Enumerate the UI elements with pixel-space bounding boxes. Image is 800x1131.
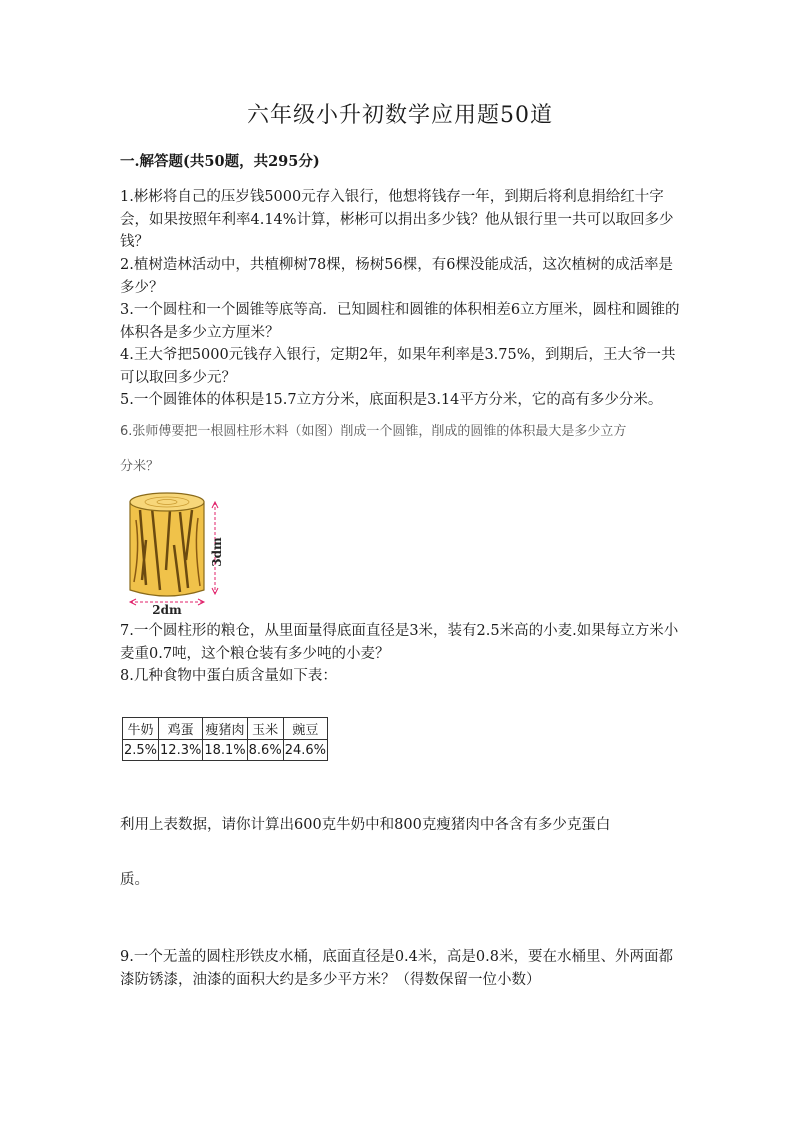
table-row <box>123 740 328 761</box>
question-6-line2: 分米？ <box>120 459 160 474</box>
table-cell: 8.6% <box>247 740 283 761</box>
table-header-cell: 玉米 <box>247 718 283 740</box>
table-cell: 12.3% <box>159 740 203 761</box>
table-header-row <box>123 718 328 740</box>
table-cell: 2.5% <box>123 740 159 761</box>
table-header-cell: 鸡蛋 <box>159 718 203 740</box>
table-header-cell: 瘦猪肉 <box>203 718 247 740</box>
question-3: 3.一个圆柱和一个圆锥等底等高．已知圆柱和圆锥的体积相差6立方厘米，圆柱和圆锥的体积各是多少立方厘米？ <box>120 302 680 341</box>
question-6-line1: 6.张师傅要把一根圆柱形木料（如图）削成一个圆锥，削成的圆锥的体积最大是多少立方 <box>120 424 627 439</box>
section-heading: 一.解答题(共50题，共295分) <box>120 153 320 170</box>
question-2: 2.植树造林活动中，共植柳树78棵，杨树56棵，有6棵没能成活，这次植树的成活率是多少？ <box>120 257 673 296</box>
table-cell: 18.1% <box>203 740 247 761</box>
question-1: 1.彬彬将自己的压岁钱5000元存入银行，他想将钱存一年，到期后将利息捐给红十字会，如果按照年利率4.14%计算，彬彬可以捐出多少钱？他从银行里一共可以取回多少钱？ <box>120 189 674 250</box>
question-8-prompt: 利用上表数据，请你计算出600克牛奶中和800克瘦猪肉中各含有多少克蛋白 <box>120 817 611 833</box>
table-header-cell: 牛奶 <box>123 718 159 740</box>
protein-table <box>122 717 328 761</box>
cylinder-log-figure <box>122 490 232 615</box>
question-8: 8.几种食物中蛋白质含量如下表： <box>120 668 337 684</box>
question-5: 5.一个圆锥体的体积是15.7立方分米，底面积是3.14平方分米，它的高有多少分米。 <box>120 392 663 408</box>
table-header-cell: 豌豆 <box>283 718 327 740</box>
width-label: 2dm <box>152 603 182 615</box>
height-label: 3dm <box>210 537 224 567</box>
question-7: 7.一个圆柱形的粮仓，从里面量得底面直径是3米，装有2.5米高的小麦.如果每立方米小麦重0.7吨，这个粮仓装有多少吨的小麦？ <box>120 623 679 662</box>
question-4: 4.王大爷把5000元钱存入银行，定期2年，如果年利率是3.75%，到期后，王大爷一共可以取回多少元？ <box>120 347 676 386</box>
table-cell: 24.6% <box>283 740 327 761</box>
page-title: 六年级小升初数学应用题50道 <box>247 103 553 128</box>
question-8-prompt-end: 质。 <box>120 872 149 888</box>
question-9: 9.一个无盖的圆柱形铁皮水桶，底面直径是0.4米，高是0.8米，要在水桶里、外两面都漆防锈漆，油漆的面积大约是多少平方米？（得数保留一位小数） <box>120 949 673 988</box>
